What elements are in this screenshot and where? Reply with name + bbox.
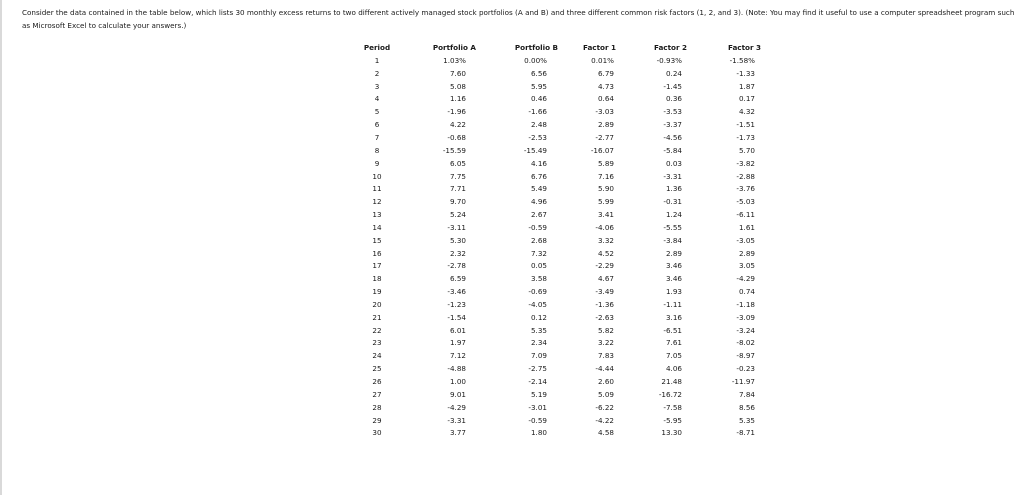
portfolio-b-cell: 5.35 bbox=[530, 325, 547, 335]
portfolio-b-cell: 2.68 bbox=[530, 235, 547, 245]
portfolio-b-cell: 7.32 bbox=[530, 248, 547, 258]
period-cell: 19 bbox=[372, 287, 382, 297]
table-row bbox=[352, 221, 761, 234]
header-period: Period bbox=[363, 42, 391, 52]
factor-3-cell: -1.18 bbox=[736, 299, 755, 309]
table-row bbox=[352, 105, 761, 118]
factor-1-cell: 4.73 bbox=[597, 81, 614, 91]
table-row bbox=[352, 208, 761, 221]
factor-1-cell: 4.58 bbox=[597, 428, 614, 438]
table-body bbox=[352, 54, 761, 439]
portfolio-a-cell: 6.59 bbox=[449, 274, 466, 284]
table-row bbox=[352, 260, 761, 273]
factor-3-cell: -6.11 bbox=[736, 210, 755, 220]
portfolio-b-cell: 5.19 bbox=[530, 389, 547, 399]
table-row bbox=[352, 80, 761, 93]
factor-2-cell: -5.55 bbox=[663, 222, 682, 232]
factor-1-cell: 0.01% bbox=[591, 55, 614, 65]
portfolio-a-cell: 5.24 bbox=[449, 210, 466, 220]
portfolio-a-cell: 5.30 bbox=[449, 235, 466, 245]
portfolio-b-cell: -15.49 bbox=[523, 145, 547, 155]
period-cell: 17 bbox=[372, 261, 382, 271]
portfolio-b-cell: -0.59 bbox=[528, 222, 547, 232]
table-row bbox=[352, 414, 761, 427]
period-cell: 16 bbox=[372, 248, 382, 258]
factor-3-cell: -0.23 bbox=[736, 364, 755, 374]
table-row bbox=[352, 337, 761, 350]
factor-3-cell: -3.24 bbox=[736, 325, 755, 335]
factor-2-cell: 7.61 bbox=[665, 338, 682, 348]
table-row bbox=[352, 195, 761, 208]
period-cell: 23 bbox=[372, 338, 382, 348]
factor-2-cell: 4.06 bbox=[665, 364, 682, 374]
portfolio-a-cell: 3.77 bbox=[449, 428, 466, 438]
factor-2-cell: -3.31 bbox=[663, 171, 682, 181]
factor-2-cell: 21.48 bbox=[661, 377, 682, 387]
table-row bbox=[352, 118, 761, 131]
portfolio-a-cell: 1.97 bbox=[449, 338, 466, 348]
factor-3-cell: -8.71 bbox=[736, 428, 755, 438]
factor-3-cell: -1.73 bbox=[736, 132, 755, 142]
portfolio-b-cell: -0.59 bbox=[528, 415, 547, 425]
period-cell: 25 bbox=[372, 364, 382, 374]
portfolio-a-cell: -1.23 bbox=[447, 299, 466, 309]
portfolio-a-cell: 7.60 bbox=[449, 68, 466, 78]
header-portfolio-b: Portfolio B bbox=[514, 42, 558, 52]
factor-2-cell: 3.46 bbox=[665, 274, 682, 284]
factor-1-cell: 7.16 bbox=[597, 171, 614, 181]
factor-1-cell: -6.22 bbox=[595, 402, 614, 412]
period-cell: 20 bbox=[372, 299, 382, 309]
period-cell: 28 bbox=[372, 402, 382, 412]
factor-1-cell: -2.29 bbox=[595, 261, 614, 271]
factor-2-cell: 1.36 bbox=[665, 184, 682, 194]
portfolio-b-cell: -2.53 bbox=[528, 132, 547, 142]
factor-2-cell: -5.84 bbox=[663, 145, 682, 155]
portfolio-a-cell: -0.68 bbox=[447, 132, 466, 142]
factor-1-cell: 3.22 bbox=[597, 338, 614, 348]
portfolio-a-cell: -4.29 bbox=[447, 402, 466, 412]
factor-1-cell: -3.49 bbox=[595, 287, 614, 297]
factor-1-cell: -2.77 bbox=[595, 132, 614, 142]
factor-2-cell: 2.89 bbox=[665, 248, 682, 258]
table-row bbox=[352, 349, 761, 362]
portfolio-a-cell: 6.05 bbox=[449, 158, 466, 168]
factor-2-cell: -3.53 bbox=[663, 107, 682, 117]
table-row bbox=[352, 157, 761, 170]
portfolio-a-cell: -1.54 bbox=[447, 312, 466, 322]
factor-1-cell: 3.41 bbox=[597, 210, 614, 220]
portfolio-a-cell: 4.22 bbox=[449, 120, 466, 130]
portfolio-b-cell: 0.00% bbox=[524, 55, 547, 65]
factor-2-cell: -3.84 bbox=[663, 235, 682, 245]
factor-1-cell: 3.32 bbox=[597, 235, 614, 245]
factor-1-cell: -16.07 bbox=[590, 145, 614, 155]
portfolio-b-cell: 0.46 bbox=[530, 94, 547, 104]
factor-3-cell: -3.82 bbox=[736, 158, 755, 168]
factor-1-cell: -2.63 bbox=[595, 312, 614, 322]
period-cell: 9 bbox=[374, 158, 380, 168]
factor-2-cell: 1.93 bbox=[665, 287, 682, 297]
table-row bbox=[352, 311, 761, 324]
portfolio-a-cell: -1.96 bbox=[447, 107, 466, 117]
period-cell: 18 bbox=[372, 274, 382, 284]
factor-3-cell: 4.32 bbox=[738, 107, 755, 117]
portfolio-b-cell: -4.05 bbox=[528, 299, 547, 309]
factor-1-cell: 7.83 bbox=[597, 351, 614, 361]
factor-1-cell: 5.09 bbox=[597, 389, 614, 399]
period-cell: 13 bbox=[372, 210, 382, 220]
factor-1-cell: 6.79 bbox=[597, 68, 614, 78]
portfolio-b-cell: 2.48 bbox=[530, 120, 547, 130]
period-cell: 2 bbox=[374, 68, 380, 78]
factor-1-cell: -1.36 bbox=[595, 299, 614, 309]
factor-1-cell: 5.89 bbox=[597, 158, 614, 168]
period-cell: 1 bbox=[374, 55, 380, 65]
factor-2-cell: -3.37 bbox=[663, 120, 682, 130]
period-cell: 11 bbox=[372, 184, 382, 194]
factor-1-cell: -4.44 bbox=[595, 364, 614, 374]
factor-1-cell: 0.64 bbox=[597, 94, 614, 104]
table-row bbox=[352, 247, 761, 260]
factor-3-cell: 3.05 bbox=[738, 261, 755, 271]
period-cell: 26 bbox=[372, 377, 382, 387]
portfolio-a-cell: -3.46 bbox=[447, 287, 466, 297]
factor-3-cell: 7.84 bbox=[738, 389, 755, 399]
portfolio-a-cell: -3.11 bbox=[447, 222, 466, 232]
factor-2-cell: -4.56 bbox=[663, 132, 682, 142]
factor-3-cell: 8.56 bbox=[738, 402, 755, 412]
portfolio-a-cell: 7.75 bbox=[449, 171, 466, 181]
factor-3-cell: -3.09 bbox=[736, 312, 755, 322]
factor-2-cell: -1.11 bbox=[663, 299, 682, 309]
factor-2-cell: -6.51 bbox=[663, 325, 682, 335]
portfolio-b-cell: -1.66 bbox=[528, 107, 547, 117]
period-cell: 7 bbox=[374, 132, 380, 142]
factor-2-cell: 1.24 bbox=[665, 210, 682, 220]
portfolio-b-cell: 0.05 bbox=[530, 261, 547, 271]
portfolio-b-cell: -2.14 bbox=[528, 377, 547, 387]
factor-1-cell: 5.90 bbox=[597, 184, 614, 194]
factor-3-cell: -3.05 bbox=[736, 235, 755, 245]
factor-1-cell: 4.67 bbox=[597, 274, 614, 284]
period-cell: 12 bbox=[372, 197, 382, 207]
factor-3-cell: 0.74 bbox=[738, 287, 755, 297]
factor-3-cell: 1.61 bbox=[738, 222, 755, 232]
factor-3-cell: -1.33 bbox=[736, 68, 755, 78]
problem-statement: Consider the data contained in the table below, which lists 30 monthly excess returns to two different actively managed stock portfolios (A and B) and three different common risk factors (1, 2, and 3). (Note: You may find it useful to use a computer spreadsheet program such as Microsoft Excel to calculate your answers.) bbox=[22, 8, 1015, 30]
factor-3-cell: -2.88 bbox=[736, 171, 755, 181]
portfolio-a-cell: 9.01 bbox=[449, 389, 466, 399]
factor-2-cell: 3.46 bbox=[665, 261, 682, 271]
factor-1-cell: 5.82 bbox=[597, 325, 614, 335]
factor-2-cell: 0.24 bbox=[665, 68, 682, 78]
portfolio-a-cell: 1.16 bbox=[449, 94, 466, 104]
returns-table bbox=[352, 40, 761, 439]
factor-2-cell: -0.31 bbox=[663, 197, 682, 207]
table-row bbox=[352, 144, 761, 157]
portfolio-a-cell: 5.08 bbox=[449, 81, 466, 91]
period-cell: 14 bbox=[372, 222, 382, 232]
factor-2-cell: -1.45 bbox=[663, 81, 682, 91]
portfolio-a-cell: -15.59 bbox=[442, 145, 466, 155]
portfolio-a-cell: 1.03% bbox=[443, 55, 466, 65]
period-cell: 3 bbox=[374, 81, 380, 91]
portfolio-b-cell: -0.69 bbox=[528, 287, 547, 297]
factor-3-cell: -1.51 bbox=[736, 120, 755, 130]
portfolio-b-cell: 2.67 bbox=[530, 210, 547, 220]
period-cell: 29 bbox=[372, 415, 382, 425]
portfolio-a-cell: 1.00 bbox=[449, 377, 466, 387]
table-row bbox=[352, 324, 761, 337]
portfolio-a-cell: -2.78 bbox=[447, 261, 466, 271]
portfolio-a-cell: 7.12 bbox=[449, 351, 466, 361]
table-row bbox=[352, 426, 761, 439]
table-row bbox=[352, 388, 761, 401]
table-row bbox=[352, 362, 761, 375]
factor-3-cell: -4.29 bbox=[736, 274, 755, 284]
factor-2-cell: 0.03 bbox=[665, 158, 682, 168]
portfolio-b-cell: 0.12 bbox=[530, 312, 547, 322]
table-row bbox=[352, 375, 761, 388]
portfolio-b-cell: -3.01 bbox=[528, 402, 547, 412]
returns-table-container bbox=[352, 40, 761, 439]
portfolio-a-cell: -3.31 bbox=[447, 415, 466, 425]
factor-1-cell: -4.22 bbox=[595, 415, 614, 425]
factor-3-cell: 1.87 bbox=[738, 81, 755, 91]
table-row bbox=[352, 54, 761, 67]
portfolio-a-cell: 2.32 bbox=[449, 248, 466, 258]
portfolio-b-cell: -2.75 bbox=[528, 364, 547, 374]
factor-3-cell: -8.02 bbox=[736, 338, 755, 348]
factor-1-cell: 5.99 bbox=[597, 197, 614, 207]
factor-2-cell: 0.36 bbox=[665, 94, 682, 104]
factor-2-cell: 3.16 bbox=[665, 312, 682, 322]
factor-1-cell: 2.60 bbox=[597, 377, 614, 387]
table-header-row bbox=[352, 40, 761, 54]
factor-3-cell: -5.03 bbox=[736, 197, 755, 207]
table-row bbox=[352, 298, 761, 311]
period-cell: 10 bbox=[372, 171, 382, 181]
table-row bbox=[352, 93, 761, 106]
header-factor-3: Factor 3 bbox=[727, 42, 761, 52]
portfolio-b-cell: 1.80 bbox=[530, 428, 547, 438]
header-factor-2: Factor 2 bbox=[653, 42, 687, 52]
portfolio-a-cell: 6.01 bbox=[449, 325, 466, 335]
factor-3-cell: 5.35 bbox=[738, 415, 755, 425]
factor-1-cell: 4.52 bbox=[597, 248, 614, 258]
period-cell: 8 bbox=[374, 145, 380, 155]
portfolio-b-cell: 4.16 bbox=[530, 158, 547, 168]
portfolio-b-cell: 6.76 bbox=[530, 171, 547, 181]
factor-1-cell: -3.03 bbox=[595, 107, 614, 117]
table-row bbox=[352, 272, 761, 285]
factor-3-cell: 0.17 bbox=[738, 94, 755, 104]
portfolio-b-cell: 5.49 bbox=[530, 184, 547, 194]
table-row bbox=[352, 67, 761, 80]
factor-2-cell: -5.95 bbox=[663, 415, 682, 425]
factor-1-cell: -4.06 bbox=[595, 222, 614, 232]
table-row bbox=[352, 170, 761, 183]
header-portfolio-a: Portfolio A bbox=[432, 42, 476, 52]
period-cell: 15 bbox=[372, 235, 382, 245]
factor-3-cell: 2.89 bbox=[738, 248, 755, 258]
table-row bbox=[352, 234, 761, 247]
period-cell: 5 bbox=[374, 107, 380, 117]
portfolio-a-cell: 9.70 bbox=[449, 197, 466, 207]
portfolio-b-cell: 6.56 bbox=[530, 68, 547, 78]
table-row bbox=[352, 401, 761, 414]
period-cell: 4 bbox=[374, 94, 380, 104]
factor-1-cell: 2.89 bbox=[597, 120, 614, 130]
factor-2-cell: 7.05 bbox=[665, 351, 682, 361]
factor-2-cell: 13.30 bbox=[661, 428, 682, 438]
portfolio-b-cell: 3.58 bbox=[530, 274, 547, 284]
portfolio-b-cell: 5.95 bbox=[530, 81, 547, 91]
table-row bbox=[352, 285, 761, 298]
portfolio-b-cell: 2.34 bbox=[530, 338, 547, 348]
factor-3-cell: -11.97 bbox=[731, 377, 755, 387]
header-factor-1: Factor 1 bbox=[582, 42, 616, 52]
portfolio-b-cell: 4.96 bbox=[530, 197, 547, 207]
table-row bbox=[352, 182, 761, 195]
factor-3-cell: -1.58% bbox=[729, 55, 755, 65]
period-cell: 22 bbox=[372, 325, 382, 335]
factor-3-cell: -8.97 bbox=[736, 351, 755, 361]
portfolio-b-cell: 7.09 bbox=[530, 351, 547, 361]
portfolio-a-cell: 7.71 bbox=[449, 184, 466, 194]
period-cell: 24 bbox=[372, 351, 382, 361]
period-cell: 6 bbox=[374, 120, 380, 130]
period-cell: 27 bbox=[372, 389, 382, 399]
factor-2-cell: -7.58 bbox=[663, 402, 682, 412]
left-divider bbox=[0, 0, 2, 495]
table-row bbox=[352, 131, 761, 144]
factor-3-cell: -3.76 bbox=[736, 184, 755, 194]
period-cell: 30 bbox=[372, 428, 382, 438]
portfolio-a-cell: -4.88 bbox=[447, 364, 466, 374]
period-cell: 21 bbox=[372, 312, 382, 322]
factor-2-cell: -0.93% bbox=[656, 55, 682, 65]
factor-3-cell: 5.70 bbox=[738, 145, 755, 155]
factor-2-cell: -16.72 bbox=[658, 389, 682, 399]
